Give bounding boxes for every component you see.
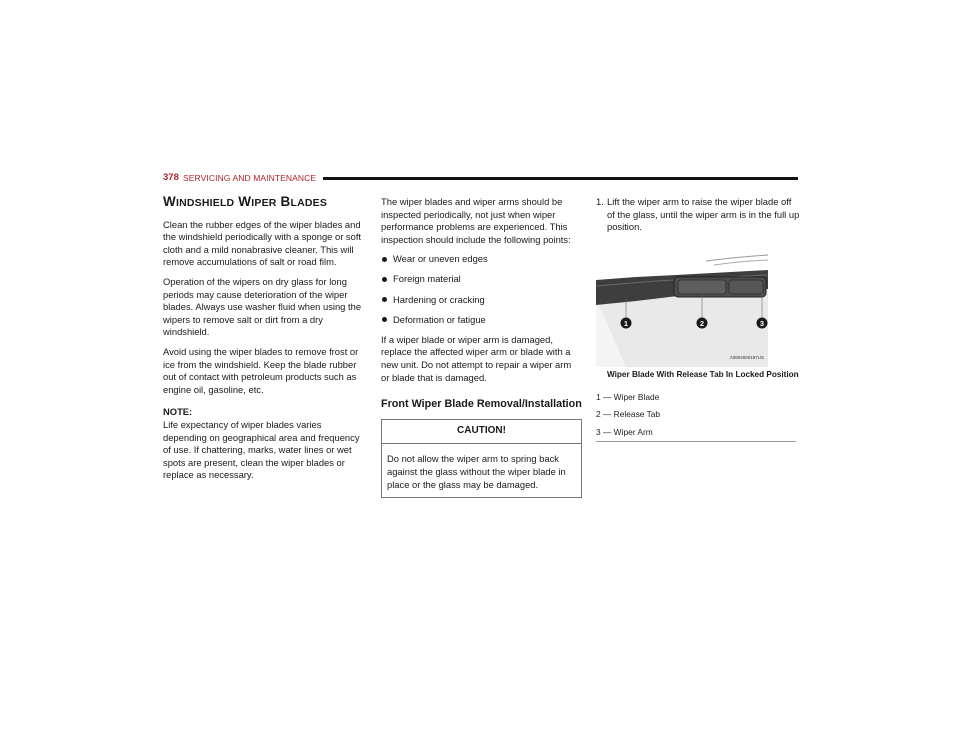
legend-item: 2 — Release Tab	[596, 409, 661, 420]
step-number: 1.	[596, 196, 604, 207]
legend-item: 1 — Wiper Blade	[596, 391, 660, 402]
section-name: SERVICING AND MAINTENANCE	[183, 172, 317, 183]
header-rule	[323, 177, 798, 180]
subheading-removal: Front Wiper Blade Removal/Installation	[381, 398, 582, 411]
page-header	[163, 172, 798, 186]
note-label: NOTE:	[163, 406, 193, 418]
bullet-icon	[382, 277, 387, 282]
wiper-blade-illustration	[596, 253, 768, 367]
legend-item: 3 — Wiper Arm	[596, 427, 653, 438]
figure-code: A0804000197US	[729, 355, 764, 361]
page-number: 378	[163, 172, 179, 183]
paragraph-cleaning: Clean the rubber edges of the wiper blades and the windshield periodically with a sponge or soft cloth and a mild nonabrasive cleaner. This will remove accumulations of salt or road film.	[163, 218, 362, 268]
paragraph-frost: Avoid using the wiper blades to remove frost or ice from the windshield. Keep the blade rubber out of contact with petroleum products such as engine oil, gasoline, etc.	[163, 345, 359, 395]
paragraph-dry-glass: Operation of the wipers on dry glass for long periods may cause deterioration of the wiper blades. Always use washer fluid when using the wipers to remove salt or dirt from a dry windshield.	[163, 275, 362, 338]
note-text: Life expectancy of wiper blades varies depending on geographical area and frequency of use. If chattering, marks, water lines or wet spots are present, clean the wiper blades or replace as necessary.	[163, 418, 360, 481]
list-item: Wear or uneven edges	[381, 253, 582, 266]
legend-rule	[596, 441, 796, 442]
inspection-list	[381, 253, 582, 326]
list-item: Hardening or cracking	[381, 294, 582, 307]
caution-box	[381, 419, 582, 498]
column-left	[163, 196, 364, 489]
paragraph-damaged: If a wiper blade or wiper arm is damaged, replace the affected wiper arm or blade with a new unit. Do not attempt to repair a wiper arm or blade that is damaged.	[381, 333, 572, 383]
callout-2-label: 2	[699, 318, 705, 328]
list-item: Foreign material	[381, 273, 582, 286]
column-right	[596, 196, 800, 442]
callout-1-label: 1	[623, 318, 629, 328]
figure-caption: Wiper Blade With Release Tab In Locked Position	[607, 369, 799, 379]
bullet-icon	[382, 317, 387, 322]
caution-text: Do not allow the wiper arm to spring back against the glass without the wiper blade in place or the glass may be damaged.	[387, 453, 566, 490]
bullet-icon	[382, 257, 387, 262]
section-title: WINDSHIELD WIPER BLADES	[163, 194, 328, 209]
list-item: Deformation or fatigue	[381, 314, 582, 327]
step-1	[596, 196, 800, 234]
bullet-icon	[382, 297, 387, 302]
paragraph-inspection: The wiper blades and wiper arms should be inspected periodically, not just when wiper performance problems are experienced. This inspection should include the following points:	[381, 196, 571, 245]
step-text: Lift the wiper arm to raise the wiper blade off of the glass, until the wiper arm is in the full up position.	[607, 196, 800, 233]
column-middle	[381, 196, 582, 498]
wiper-blade-figure	[596, 253, 768, 367]
callout-3-label: 3	[759, 318, 765, 328]
caution-title: CAUTION!	[382, 420, 581, 445]
